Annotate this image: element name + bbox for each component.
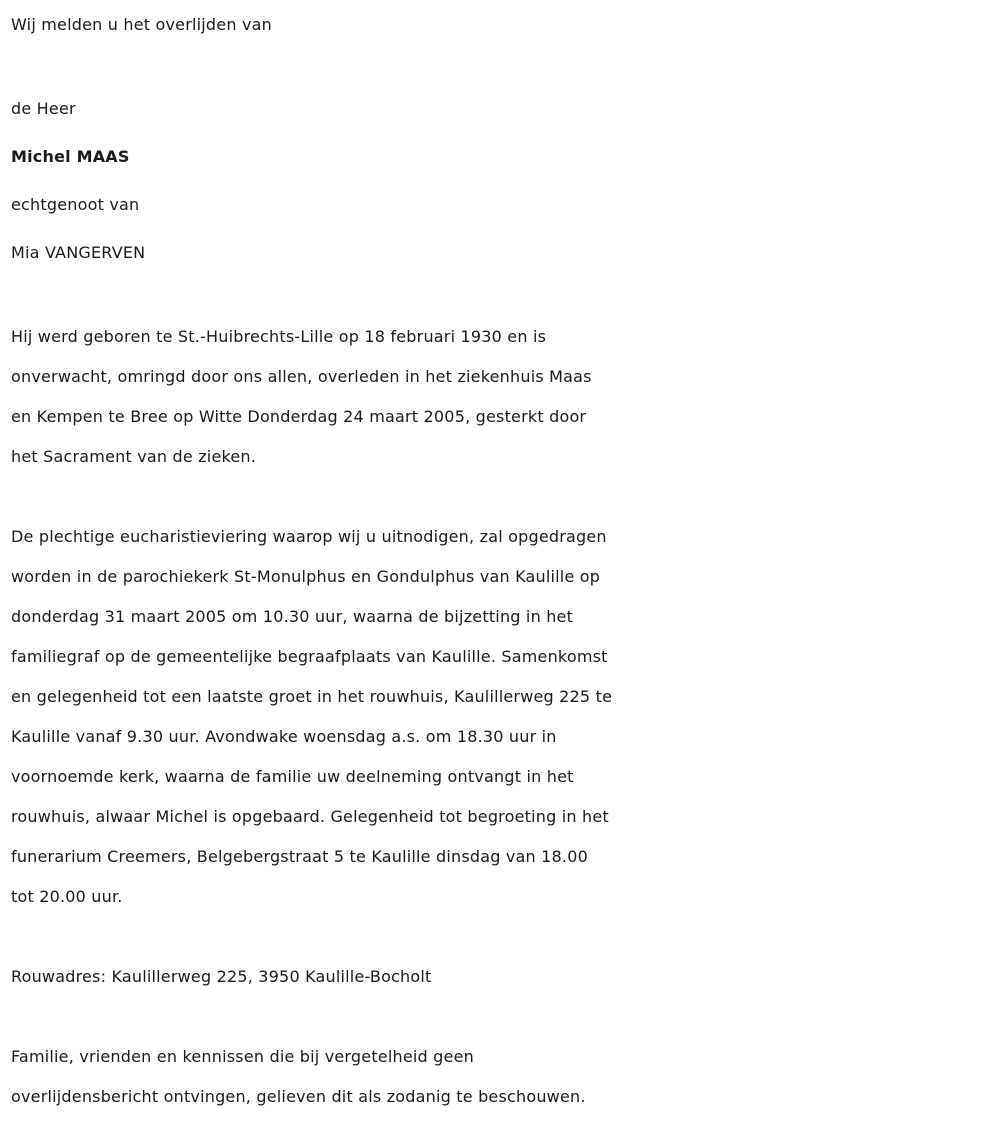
paragraph-line: het Sacrament van de zieken. [11, 447, 257, 466]
closing-paragraph [11, 1037, 1000, 1117]
paragraph-line: en gelegenheid tot een laatste groet in het rouwhuis, Kaulillerweg 225 te [11, 687, 613, 706]
spacer [11, 917, 1000, 957]
person-name: Michel MAAS [11, 147, 130, 166]
paragraph-line: overlijdensbericht ontvingen, gelieven dit als zodanig te beschouwen. [11, 1087, 586, 1106]
paragraph-line: Familie, vrienden en kennissen die bij vergetelheid geen [11, 1047, 474, 1066]
intro-text: Wij melden u het overlijden van [11, 15, 272, 34]
spacer [11, 45, 1000, 85]
paragraph-line: De plechtige eucharistieviering waarop wij u uitnodigen, zal opgedragen [11, 527, 607, 546]
paragraph-line: voornoemde kerk, waarna de familie uw deelneming ontvangt in het [11, 767, 574, 786]
spacer [11, 277, 1000, 317]
paragraph-line: onverwacht, omringd door ons allen, overleden in het ziekenhuis Maas [11, 367, 592, 386]
paragraph-line: donderdag 31 maart 2005 om 10.30 uur, waarna de bijzetting in het [11, 607, 574, 626]
paragraph-line: en Kempen te Bree op Witte Donderdag 24 maart 2005, gesterkt door [11, 407, 587, 426]
paragraph-line: Kaulille vanaf 9.30 uur. Avondwake woensdag a.s. om 18.30 uur in [11, 727, 557, 746]
birth-death-paragraph [11, 317, 1000, 477]
paragraph-line: Hij werd geboren te St.-Huibrechts-Lille op 18 februari 1930 en is [11, 327, 547, 346]
funeral-paragraph [11, 517, 1000, 917]
spacer [11, 477, 1000, 517]
paragraph-line: worden in de parochiekerk St-Monulphus en Gondulphus van Kaulille op [11, 567, 601, 586]
person-title: de Heer [11, 99, 76, 118]
paragraph-line: rouwhuis, alwaar Michel is opgebaard. Gelegenheid tot begroeting in het [11, 807, 609, 826]
paragraph-line: funerarium Creemers, Belgebergstraat 5 te Kaulille dinsdag van 18.00 [11, 847, 588, 866]
spouse-name: Mia VANGERVEN [11, 243, 146, 262]
relation-text: echtgenoot van [11, 195, 140, 214]
paragraph-line: tot 20.00 uur. [11, 887, 123, 906]
mourning-address: Rouwadres: Kaulillerweg 225, 3950 Kaulille-Bocholt [11, 967, 432, 986]
spacer [11, 997, 1000, 1037]
paragraph-line: familiegraf op de gemeentelijke begraafplaats van Kaulille. Samenkomst [11, 647, 608, 666]
